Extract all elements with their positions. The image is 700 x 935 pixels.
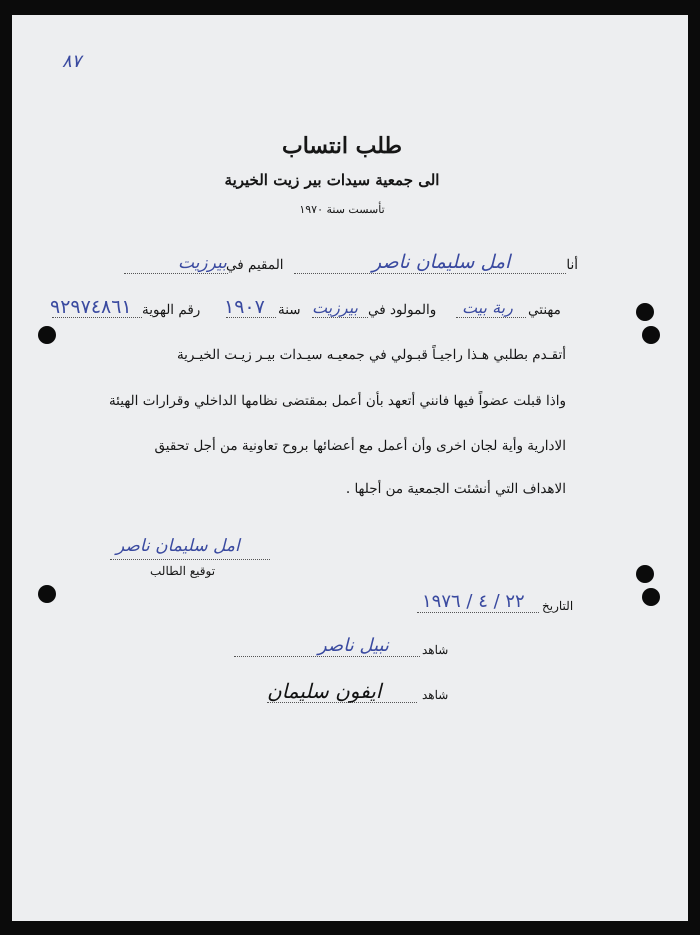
residence-value: بيرزيت xyxy=(178,253,227,273)
body-line-3: الادارية وأية لجان اخرى وأن أعمل مع أعضائها بروح تعاونية من أجل تحقيق xyxy=(154,438,566,454)
form-title: طلب انتساب xyxy=(282,133,402,159)
name-label: أنا xyxy=(566,257,578,273)
birthplace-value: بيرزيت xyxy=(312,298,358,317)
punch-hole-right-3 xyxy=(636,565,654,583)
body-line-2: واذا قبلت عضواً فيها فانني أتعهد بأن أعمل بمقتضى نظامها الداخلي وقرارات الهيئة xyxy=(108,393,566,409)
form-subtitle: الى جمعية سيدات بير زيت الخيرية xyxy=(224,171,440,189)
year-label: سنة xyxy=(278,302,301,318)
year-value: ١٩٠٧ xyxy=(224,296,265,318)
applicant-signature: امل سليمان ناصر xyxy=(116,536,240,556)
date-line xyxy=(417,612,539,613)
profession-label: مهنتي xyxy=(528,302,561,318)
signature-line xyxy=(110,559,270,560)
witness-1-label: شاهد xyxy=(422,643,449,657)
punch-hole-right-2 xyxy=(642,326,660,344)
birthplace-label: والمولود في xyxy=(368,302,437,318)
witness-1-signature: نبيل ناصر xyxy=(318,635,389,656)
punch-hole-right-4 xyxy=(642,588,660,606)
profession-line xyxy=(456,317,526,318)
residence-line xyxy=(124,273,228,274)
id-label: رقم الهوية xyxy=(142,302,201,318)
founded-line: تأسست سنة ١٩٧٠ xyxy=(299,203,385,216)
birthplace-line xyxy=(312,317,368,318)
date-label: التاريخ xyxy=(542,599,574,613)
residence-label: المقيم في xyxy=(226,257,284,273)
body-line-4: الاهداف التي أنشئت الجمعية من أجلها . xyxy=(345,481,566,497)
name-value: امل سليمان ناصر xyxy=(372,251,511,273)
signature-label: توقيع الطالب xyxy=(150,564,216,578)
punch-hole-left-bottom xyxy=(38,585,56,603)
name-line xyxy=(294,273,566,274)
page-number: ٨٧ xyxy=(62,51,82,72)
date-value: ٢٢ / ٤ / ١٩٧٦ xyxy=(422,591,525,612)
punch-hole-left-top xyxy=(38,326,56,344)
witness-2-signature: ايفون سليمان xyxy=(267,679,382,703)
id-value: ٩٢٩٧٤٨٦١ xyxy=(50,296,132,318)
witness-2-label: شاهد xyxy=(422,688,449,702)
profession-value: ربة بيت xyxy=(462,298,513,317)
witness-1-line xyxy=(234,656,420,657)
punch-hole-right-1 xyxy=(636,303,654,321)
body-line-1: أتقـدم بطلبي هـذا راجيـاً قبـولي في جمعيـه سيـدات بيـر زيـت الخيـرية xyxy=(176,347,566,363)
application-form-page xyxy=(12,15,688,921)
